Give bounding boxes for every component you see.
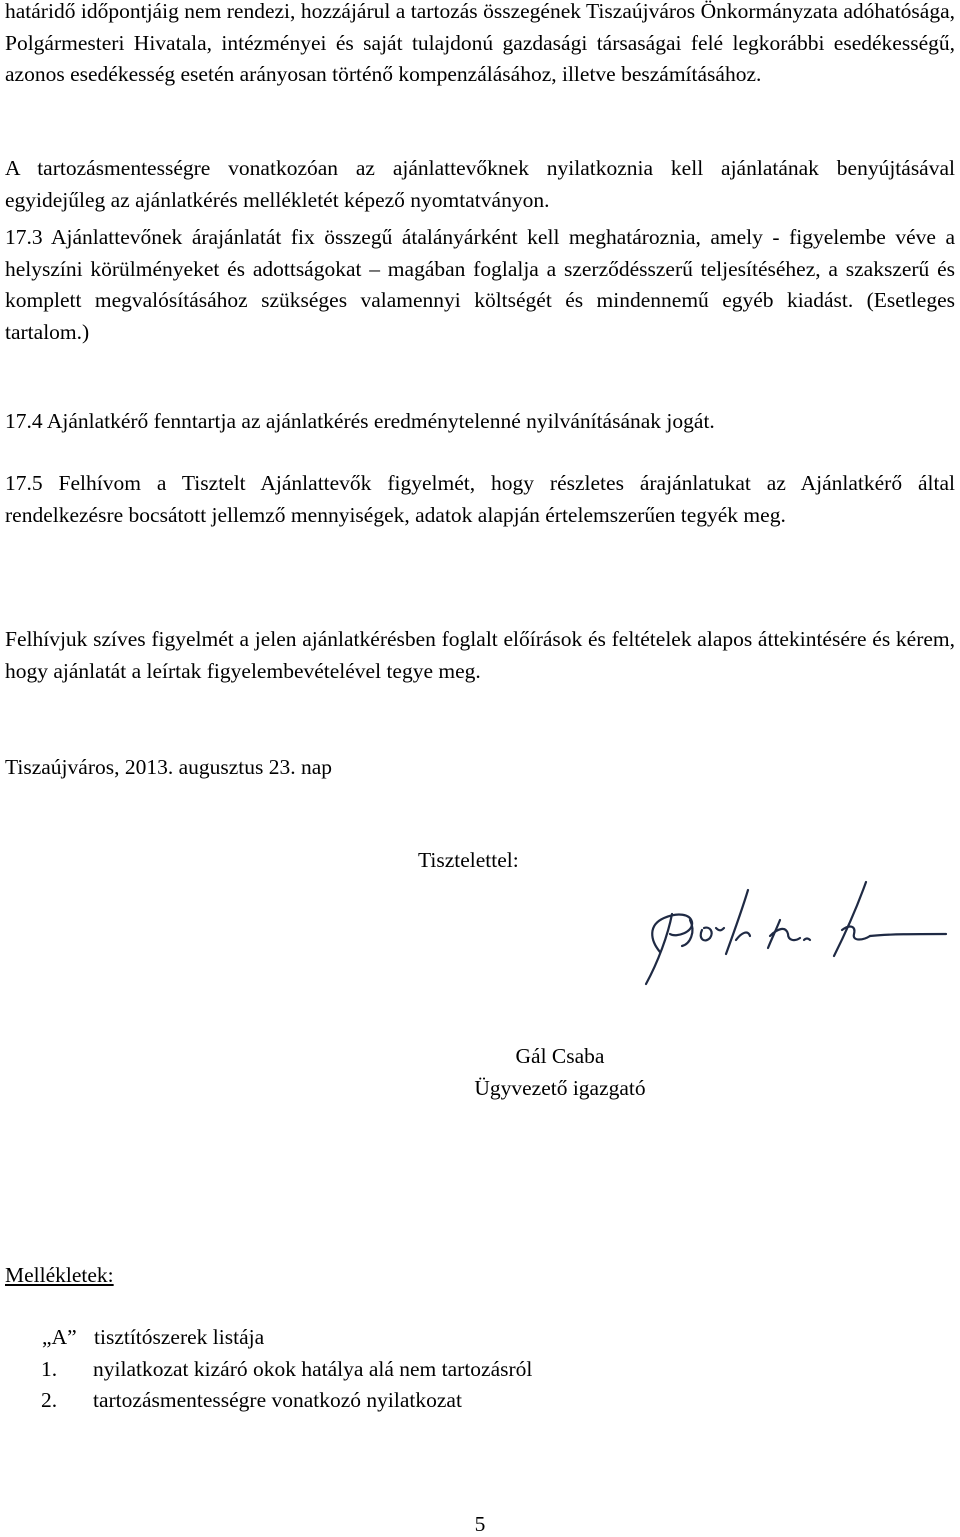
- signer-name: Gál Csaba: [515, 1044, 605, 1068]
- attachment-mark: 1.: [41, 1356, 58, 1381]
- attachment-item: [5, 1385, 532, 1417]
- paragraph-debt-free-statement: A tartozásmentességre vonatkozóan az ajánlattevőknek nyilatkoznia kell ajánlatának benyújtásával egyidejűleg az ajánlatkérés mellékletét képező nyomtatványon.: [5, 156, 955, 212]
- handwritten-signature-icon: [630, 880, 950, 996]
- signer-title: Ügyvezető igazgató: [474, 1076, 646, 1100]
- attachment-text: nyilatkozat kizáró okok hatálya alá nem tartozásról: [93, 1356, 533, 1381]
- attachment-item: [5, 1322, 532, 1354]
- paragraph-compensation: határidő időpontjáig nem rendezi, hozzájárul a tartozás összegének Tiszaújváros Önkormányzata adóhatósága, Polgármesteri Hivatala, intézményei és saját tulajdonú gazdasági társaságai felé legkorábbi esedékességű, azonos esedékesség esetén arányosan történő kompenzálásához, illetve beszámításához.: [5, 0, 955, 86]
- attachments-title: Mellékletek:: [5, 1263, 114, 1287]
- attachment-item: [5, 1354, 532, 1386]
- attachment-text: tisztítószerek listája: [94, 1325, 265, 1349]
- page-number: 5: [474, 1512, 486, 1536]
- signer-block: [5, 1040, 960, 1104]
- paragraph-17-5-detailed-offer: 17.5 Felhívom a Tisztelt Ajánlattevők figyelmét, hogy részletes árajánlatukat az Ajánlatkérő által rendelkezésre bocsátott jellemző mennyiségek, adatok alapján értelemszerűen tegyék meg.: [5, 471, 955, 527]
- paragraph-17-4-right-to-cancel: 17.4 Ajánlatkérő fenntartja az ajánlatkérés eredménytelenné nyilvánításának jogát.: [5, 409, 715, 433]
- attachment-mark: „A”: [42, 1325, 77, 1349]
- greeting: Tisztelettel:: [418, 848, 519, 872]
- attachment-text: tartozásmentességre vonatkozó nyilatkozat: [93, 1388, 462, 1412]
- attachment-mark: 2.: [41, 1388, 58, 1412]
- place-and-date: Tiszaújváros, 2013. augusztus 23. nap: [5, 755, 333, 779]
- paragraph-17-3-lump-sum: 17.3 Ajánlattevőnek árajánlatát fix összegű átalányárként kell meghatároznia, amely - figyelembe véve a helyszíni körülményeket és adottságokat – magában foglalja a szerződésszerű teljesítéséhez, a szakszerű és komplett megvalósításához szükséges valamennyi költségét és mindennemű egyéb kiadást. (Esetleges tartalom.): [5, 225, 955, 344]
- attachments-list: [5, 1322, 532, 1417]
- paragraph-closing-request: Felhívjuk szíves figyelmét a jelen ajánlatkérésben foglalt előírások és feltételek alapos áttekintésére és kérem, hogy ajánlatát a leírtak figyelembevételével tegye meg.: [5, 627, 955, 683]
